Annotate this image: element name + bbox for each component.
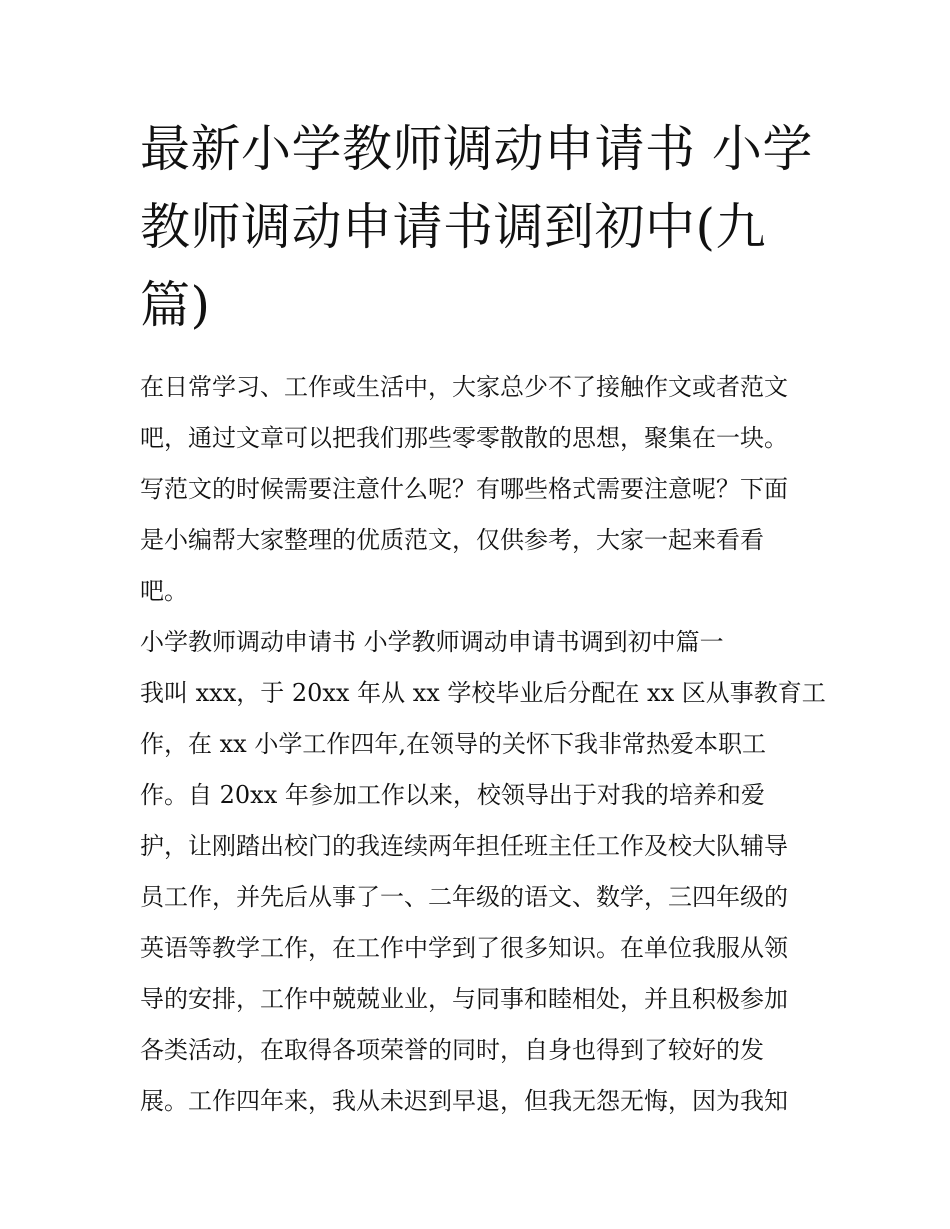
title-line: 教师调动申请书调到初中(九 xyxy=(140,198,767,256)
document-title xyxy=(140,110,820,344)
body-line: 展。工作四年来，我从未迟到早退，但我无怨无悔，因为我知 xyxy=(140,1087,788,1115)
body-paragraph xyxy=(140,668,826,1127)
body-line: 作。自 20xx 年参加工作以来，校领导出于对我的培养和爱 xyxy=(140,781,765,809)
body-line: 作，在 xx 小学工作四年,在领导的关怀下我非常热爱本职工 xyxy=(140,730,766,758)
title-line: 篇) xyxy=(140,276,211,334)
intro-line: 写范文的时候需要注意什么呢？有哪些格式需要注意呢？下面 xyxy=(140,475,788,503)
body-line: 各类活动，在取得各项荣誉的同时，自身也得到了较好的发 xyxy=(140,1036,764,1064)
intro-line: 吧，通过文章可以把我们那些零零散散的思想，聚集在一块。 xyxy=(140,424,788,452)
section-heading-text: 小学教师调动申请书 小学教师调动申请书调到初中篇一 xyxy=(140,628,724,656)
title-line: 最新小学教师调动申请书 小学 xyxy=(140,120,813,178)
body-line: 护，让刚踏出校门的我连续两年担任班主任工作及校大队辅导 xyxy=(140,832,788,860)
intro-paragraph xyxy=(140,362,820,617)
body-line: 我叫 xxx，于 20xx 年从 xx 学校毕业后分配在 xx 区从事教育工 xyxy=(140,679,826,707)
body-line: 员工作，并先后从事了一、二年级的语文、数学，三四年级的 xyxy=(140,883,788,911)
section-heading xyxy=(140,617,820,668)
intro-line: 吧。 xyxy=(140,577,188,605)
body-line: 英语等教学工作，在工作中学到了很多知识。在单位我服从领 xyxy=(140,934,788,962)
body-line: 导的安排，工作中兢兢业业，与同事和睦相处，并且积极参加 xyxy=(140,985,788,1013)
document-page xyxy=(140,110,826,1127)
intro-line: 是小编帮大家整理的优质范文，仅供参考，大家一起来看看 xyxy=(140,526,764,554)
intro-line: 在日常学习、工作或生活中，大家总少不了接触作文或者范文 xyxy=(140,373,788,401)
